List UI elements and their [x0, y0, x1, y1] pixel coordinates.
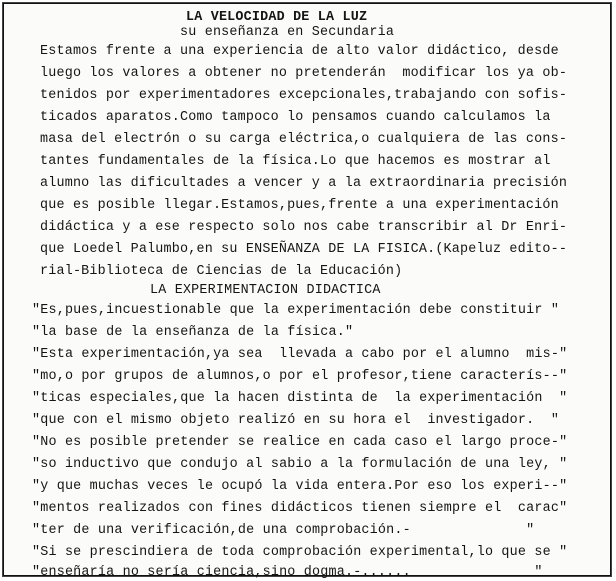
quote-line: "la base de la enseñanza de la física." [32, 325, 354, 340]
intro-line: Estamos frente a una experiencia de alto valor didáctico, desde [40, 44, 559, 59]
document-frame [3, 3, 611, 580]
intro-line: tenidos por experimentadores excepcionales,trabajando con sofis- [40, 88, 568, 103]
quote-line: "ter de una verificación,de una comprobación.- " [32, 523, 535, 538]
quote-line: "mentos realizados con fines didácticos tienen siempre el carac" [32, 501, 568, 516]
quote-line: "so inductivo que condujo al sabio a la formulación de una ley, " [32, 457, 568, 472]
intro-line: tantes fundamentales de la física.Lo que hacemos es mostrar al [40, 154, 551, 169]
document-subtitle: su enseñanza en Secundaria [180, 25, 395, 40]
section-heading: LA EXPERIMENTACION DIDACTICA [150, 283, 381, 298]
quote-line: "Es,pues,incuestionable que la experimentación debe constituir " [32, 303, 560, 318]
intro-line: rial-Biblioteca de Ciencias de la Educación) [40, 264, 403, 279]
intro-line: ticados aparatos.Como tampoco lo pensamos cuando calculamos la [40, 110, 551, 125]
quote-line: "ticas especiales,que la hacen distinta de la experimentación " [32, 391, 568, 406]
document-title: LA VELOCIDAD DE LA LUZ [186, 10, 368, 25]
intro-line: masa del electrón o su carga eléctrica,o cualquiera de las cons- [40, 132, 568, 147]
intro-line: didáctica y a ese respecto solo nos cabe transcribir al Dr Enri- [40, 220, 568, 235]
quote-line: "enseñaría no sería ciencia,sino dogma.-...... " [32, 565, 543, 580]
quote-line: "Esta experimentación,ya sea llevada a cabo por el alumno mis-" [32, 347, 568, 362]
quote-line: "que con el mismo objeto realizó en su hora el investigador. " [32, 413, 560, 428]
quote-line: "y que muchas veces le ocupó la vida entera.Por eso los experi--" [32, 479, 568, 494]
quote-line: "No es posible pretender se realice en cada caso el largo proce-" [32, 435, 568, 450]
quote-line: "Si se prescindiera de toda comprobación experimental,lo que se " [32, 545, 568, 560]
intro-line: alumno las dificultades a vencer y a la extraordinaria precisión [40, 176, 568, 191]
typed-page [4, 4, 610, 580]
intro-line: que es posible llegar.Estamos,pues,frente a una experimentación [40, 198, 559, 213]
quote-line: "mo,o por grupos de alumnos,o por el profesor,tiene caracterís--" [32, 369, 568, 384]
intro-line: que Loedel Palumbo,en su ENSEÑANZA DE LA FISICA.(Kapeluz edito-- [40, 242, 568, 257]
intro-line: luego los valores a obtener no pretenderán modificar los ya ob- [40, 66, 568, 81]
